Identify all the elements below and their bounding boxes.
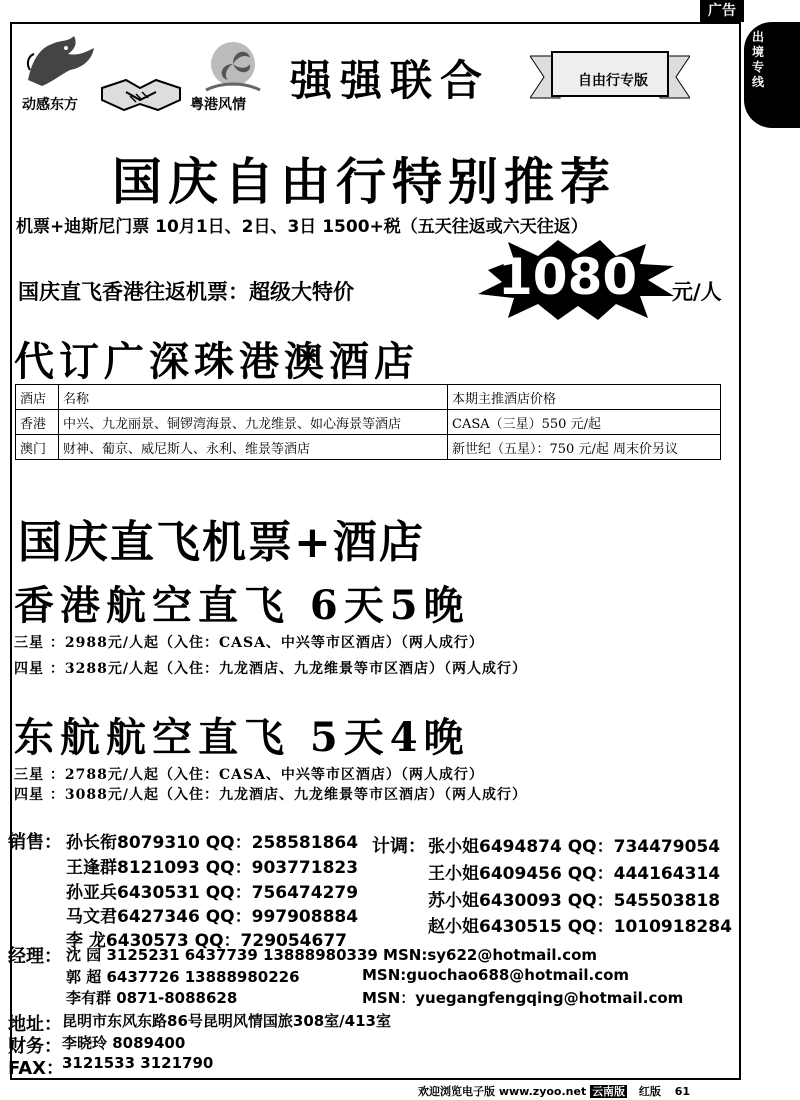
sales-contact: 李 龙6430573 QQ：729054677 (66, 931, 347, 951)
manager-msn: MSN：yuegangfengqing@hotmail.com (362, 989, 684, 1007)
eastern-four-star-line: 四星 ：3088元/人起（入住：九龙酒店、九龙维景等市区酒店）（两人成行） (14, 787, 527, 803)
sales-contact: 孙亚兵6430531 QQ：756474279 (66, 883, 359, 903)
footer-site: 欢迎浏览电子版 www.zyoo.net (418, 1085, 587, 1098)
footer-page: 61 (674, 1085, 691, 1098)
col-header-price: 本期主推酒店价格 (448, 385, 721, 410)
logo-left-name: 动感东方 (22, 97, 78, 113)
col-header-name: 名称 (59, 385, 448, 410)
manager-label: 经理： (8, 946, 62, 967)
hotels-title: 代订广深珠港澳酒店 (14, 338, 419, 385)
hk-airline-title: 香港航空直飞 6天5晚 (14, 582, 470, 629)
promo-line-flight: 国庆直飞香港往返机票：超级大特价 (18, 280, 354, 304)
dispatch-contact: 赵小姐6430515 QQ：1010918284 (428, 917, 732, 937)
promo-price-unit: 元/人 (672, 280, 722, 304)
eastern-airline-title: 东航航空直飞 5天4晚 (14, 714, 470, 761)
footer (418, 1083, 690, 1099)
table-cell: 中兴、九龙丽景、铜锣湾海景、九龙维景、如心海景等酒店 (59, 410, 448, 435)
package-title: 国庆直飞机票+酒店 (18, 517, 425, 568)
side-tab (744, 22, 800, 128)
sales-contact: 孙长衔8079310 QQ：258581864 (66, 833, 359, 853)
table-cell: 澳门 (16, 435, 59, 460)
footer-edition: 云南版 (592, 1085, 626, 1098)
footer-color: 红版 (638, 1085, 661, 1098)
dispatch-contact: 苏小姐6430093 QQ：545503818 (428, 891, 721, 911)
handshake-icon (100, 70, 182, 114)
table-row (16, 410, 721, 435)
dispatch-contact: 张小姐6494874 QQ：734479054 (428, 837, 721, 857)
dispatch-label: 计调： (372, 836, 426, 857)
table-header-row (16, 385, 721, 410)
eastern-three-star-line: 三星 ：2788元/人起（入住：CASA、中兴等市区酒店）（两人成行） (14, 767, 484, 783)
hk-three-star-line: 三星 ：2988元/人起（入住：CASA、中兴等市区酒店）（两人成行） (14, 635, 484, 651)
promo-line-disney: 机票+迪斯尼门票 10月1日、2日、3日 1500+税（五天往返或六天往返） (16, 217, 588, 237)
manager-contact: 郭 超 6437726 13888980226 (66, 968, 300, 986)
ad-tag: 广告 (700, 0, 744, 22)
col-header-hotel: 酒店 (16, 385, 59, 410)
dragon-logo-icon (22, 30, 102, 92)
manager-contact: 李有群 0871-8088628 (66, 989, 238, 1007)
promo-title: 国庆自由行特别推荐 (112, 152, 616, 211)
address-label: 地址： (8, 1014, 62, 1035)
fax-text: 3121533 3121790 (62, 1054, 214, 1072)
dispatch-contact: 王小姐6409456 QQ：444164314 (428, 864, 721, 884)
manager-contact: 沈 园 3125231 6437739 13888980339 MSN:sy622@hotmail.com (66, 946, 598, 964)
joint-title: 强强联合 (290, 56, 491, 105)
table-row (16, 435, 721, 460)
logo-right-name: 粤港风情 (190, 97, 246, 113)
hotels-table (15, 384, 721, 460)
finance-text: 李晓玲 8089400 (62, 1034, 186, 1052)
address-text: 昆明市东风东路86号昆明风情国旅308室/413室 (62, 1012, 391, 1030)
table-cell: 香港 (16, 410, 59, 435)
side-tab-label: 出境专线 (752, 30, 765, 89)
finance-label: 财务： (8, 1036, 62, 1057)
table-cell: 财神、葡京、威尼斯人、永利、维景等酒店 (59, 435, 448, 460)
promo-price: 1080 (498, 248, 638, 306)
table-cell: CASA（三星）550 元/起 (448, 410, 721, 435)
sales-contact: 王逢群8121093 QQ：903771823 (66, 858, 359, 878)
swirl-logo-icon (198, 38, 268, 96)
table-cell: 新世纪（五星）：750 元/起 周末价另议 (448, 435, 721, 460)
sales-contact: 马文君6427346 QQ：997908884 (66, 907, 359, 927)
hk-four-star-line: 四星 ：3288元/人起（入住：九龙酒店、九龙维景等市区酒店）（两人成行） (14, 661, 527, 677)
manager-msn: MSN:guochao688@hotmail.com (362, 966, 630, 984)
fax-label: FAX： (8, 1058, 65, 1079)
banner-label: 自由行专版 (578, 73, 648, 89)
sales-label: 销售： (8, 832, 62, 853)
